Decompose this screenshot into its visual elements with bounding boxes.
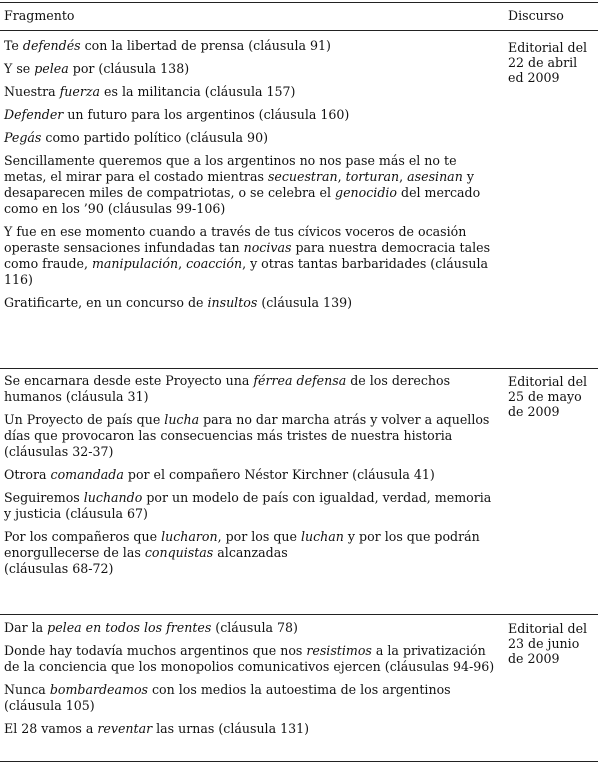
fragment-segment: por (cláusula 138) xyxy=(68,61,190,76)
fragment-emphasis: pelea en todos los frentes xyxy=(47,620,212,635)
fragment-emphasis: luchando xyxy=(83,490,143,505)
fragment-emphasis: pelea xyxy=(34,61,69,76)
fragment-emphasis: asesinan xyxy=(407,169,463,184)
fragment-emphasis: resistimos xyxy=(306,643,372,658)
fragment-segment: Y se xyxy=(4,61,35,76)
group-1-fragments xyxy=(4,38,502,318)
group-2-fragments xyxy=(4,373,502,584)
fragment-segment: por el compañero Néstor Kirchner (cláusula 41) xyxy=(123,467,435,482)
fragment-segment: Gratificarte, en un concurso de xyxy=(4,295,208,310)
fragment-text xyxy=(4,224,502,288)
fragment-segment: un futuro para los argentinos (cláusula 160) xyxy=(63,107,350,122)
fragment-text xyxy=(4,490,502,522)
fragment-segment: Sencillamente queremos que a los argentinos no nos pase más el no te metas, el mirar para el costado mientras xyxy=(4,153,457,184)
fragment-emphasis: insultos xyxy=(207,295,258,310)
group-2-rule xyxy=(0,614,598,615)
fragment-emphasis: torturan xyxy=(345,169,400,184)
fragment-segment: y por los que podrán enorgullecerse de las xyxy=(4,529,480,560)
fragment-emphasis: lucharon xyxy=(161,529,218,544)
fragment-text xyxy=(4,682,502,714)
fragment-segment: Nunca xyxy=(4,682,50,697)
fragment-text xyxy=(4,130,502,146)
fragment-segment: con la libertad de prensa (cláusula 91) xyxy=(80,38,331,53)
fragment-segment: Un Proyecto de país que xyxy=(4,412,165,427)
fragment-segment: Nuestra xyxy=(4,84,60,99)
group-2-discurso: Editorial del 25 de mayo de 2009 xyxy=(508,374,588,419)
fragment-segment: para nuestra democracia tales como fraude, xyxy=(4,240,491,271)
fragment-segment: Se encarnara desde este Proyecto una xyxy=(4,373,254,388)
fragment-text xyxy=(4,643,502,675)
table-top-rule xyxy=(0,2,598,3)
fragment-segment: , y otras tantas barbaridades (cláusula 116) xyxy=(4,256,489,287)
fragment-emphasis: secuestran xyxy=(267,169,338,184)
fragment-segment: de los derechos humanos (cláusula 31) xyxy=(4,373,451,404)
fragment-segment: , por los que xyxy=(217,529,301,544)
fragment-emphasis: comandada xyxy=(50,467,124,482)
table-bottom-rule xyxy=(0,761,598,762)
header-discurso: Discurso xyxy=(508,8,564,23)
fragment-text xyxy=(4,107,502,123)
fragment-emphasis: Pegás xyxy=(4,130,42,145)
fragment-emphasis: genocidio xyxy=(335,185,397,200)
fragment-emphasis: reventar xyxy=(97,721,153,736)
fragment-emphasis: defendés xyxy=(22,38,81,53)
fragment-segment: del mercado como en los ’90 (cláusulas 99-106) xyxy=(4,185,481,216)
fragment-segment: , xyxy=(178,256,187,271)
fragment-emphasis: bombardeamos xyxy=(49,682,148,697)
fragment-segment: Donde hay todavía muchos argentinos que nos xyxy=(4,643,307,658)
fragment-emphasis: Defender xyxy=(4,107,64,122)
fragment-emphasis: nocivas xyxy=(243,240,292,255)
fragment-text xyxy=(4,295,502,311)
fragment-segment: como partido político (cláusula 90) xyxy=(41,130,268,145)
fragment-segment: (cláusula 139) xyxy=(257,295,353,310)
fragment-emphasis: conquistas xyxy=(144,545,214,560)
fragment-segment: Dar la xyxy=(4,620,48,635)
fragment-segment: , xyxy=(337,169,346,184)
fragment-emphasis: lucha xyxy=(164,412,200,427)
fragment-segment: (cláusulas 68-72) xyxy=(4,561,114,576)
group-1-discurso: Editorial del 22 de abril ed 2009 xyxy=(508,40,588,85)
fragment-emphasis: luchan xyxy=(300,529,344,544)
fragment-text xyxy=(4,620,502,636)
fragment-segment: las urnas (cláusula 131) xyxy=(152,721,310,736)
fragment-segment: para no dar marcha atrás y volver a aquellos días que provocaron las consecuencias más tristes de nuestra historia (cláusulas 32-37) xyxy=(4,412,490,459)
header-rule xyxy=(0,30,598,31)
fragment-text xyxy=(4,84,502,100)
fragment-text xyxy=(4,412,502,460)
fragment-segment: alcanzadas xyxy=(213,545,288,560)
fragment-segment: con los medios la autoestima de los argentinos (cláusula 105) xyxy=(4,682,451,713)
fragment-emphasis: coacción xyxy=(186,256,243,271)
header-fragmento: Fragmento xyxy=(4,8,75,23)
fragment-text xyxy=(4,721,502,737)
fragment-segment: Otrora xyxy=(4,467,51,482)
fragment-segment: Seguiremos xyxy=(4,490,84,505)
fragment-segment: El 28 vamos a xyxy=(4,721,98,736)
fragment-emphasis: manipulación xyxy=(91,256,179,271)
fragment-segment: y desaparecen miles de compatriotas, o se celebra el xyxy=(4,169,474,200)
fragment-text xyxy=(4,38,502,54)
fragment-segment: (cláusula 78) xyxy=(211,620,298,635)
fragment-segment: Y fue en ese momento cuando a través de tus cívicos voceros de ocasión operaste sensaciones infundadas tan xyxy=(4,224,467,255)
fragment-text xyxy=(4,529,502,577)
group-3-discurso: Editorial del 23 de junio de 2009 xyxy=(508,621,588,666)
fragment-segment: es la militancia (cláusula 157) xyxy=(100,84,296,99)
fragment-emphasis: férrea defensa xyxy=(253,373,347,388)
group-1-rule xyxy=(0,368,598,369)
fragment-text xyxy=(4,467,502,483)
fragment-segment: por un modelo de país con igualdad, verdad, memoria y justicia (cláusula 67) xyxy=(4,490,492,521)
fragment-text xyxy=(4,373,502,405)
fragment-segment: Por los compañeros que xyxy=(4,529,162,544)
fragment-segment: Te xyxy=(4,38,23,53)
fragment-text xyxy=(4,61,502,77)
fragment-segment: , xyxy=(399,169,408,184)
group-3-fragments xyxy=(4,620,502,744)
fragment-emphasis: fuerza xyxy=(59,84,101,99)
fragment-text xyxy=(4,153,502,217)
fragment-segment: a la privatización de la conciencia que los monopolios comunicativos ejercen (cláusulas 94-96) xyxy=(4,643,495,674)
